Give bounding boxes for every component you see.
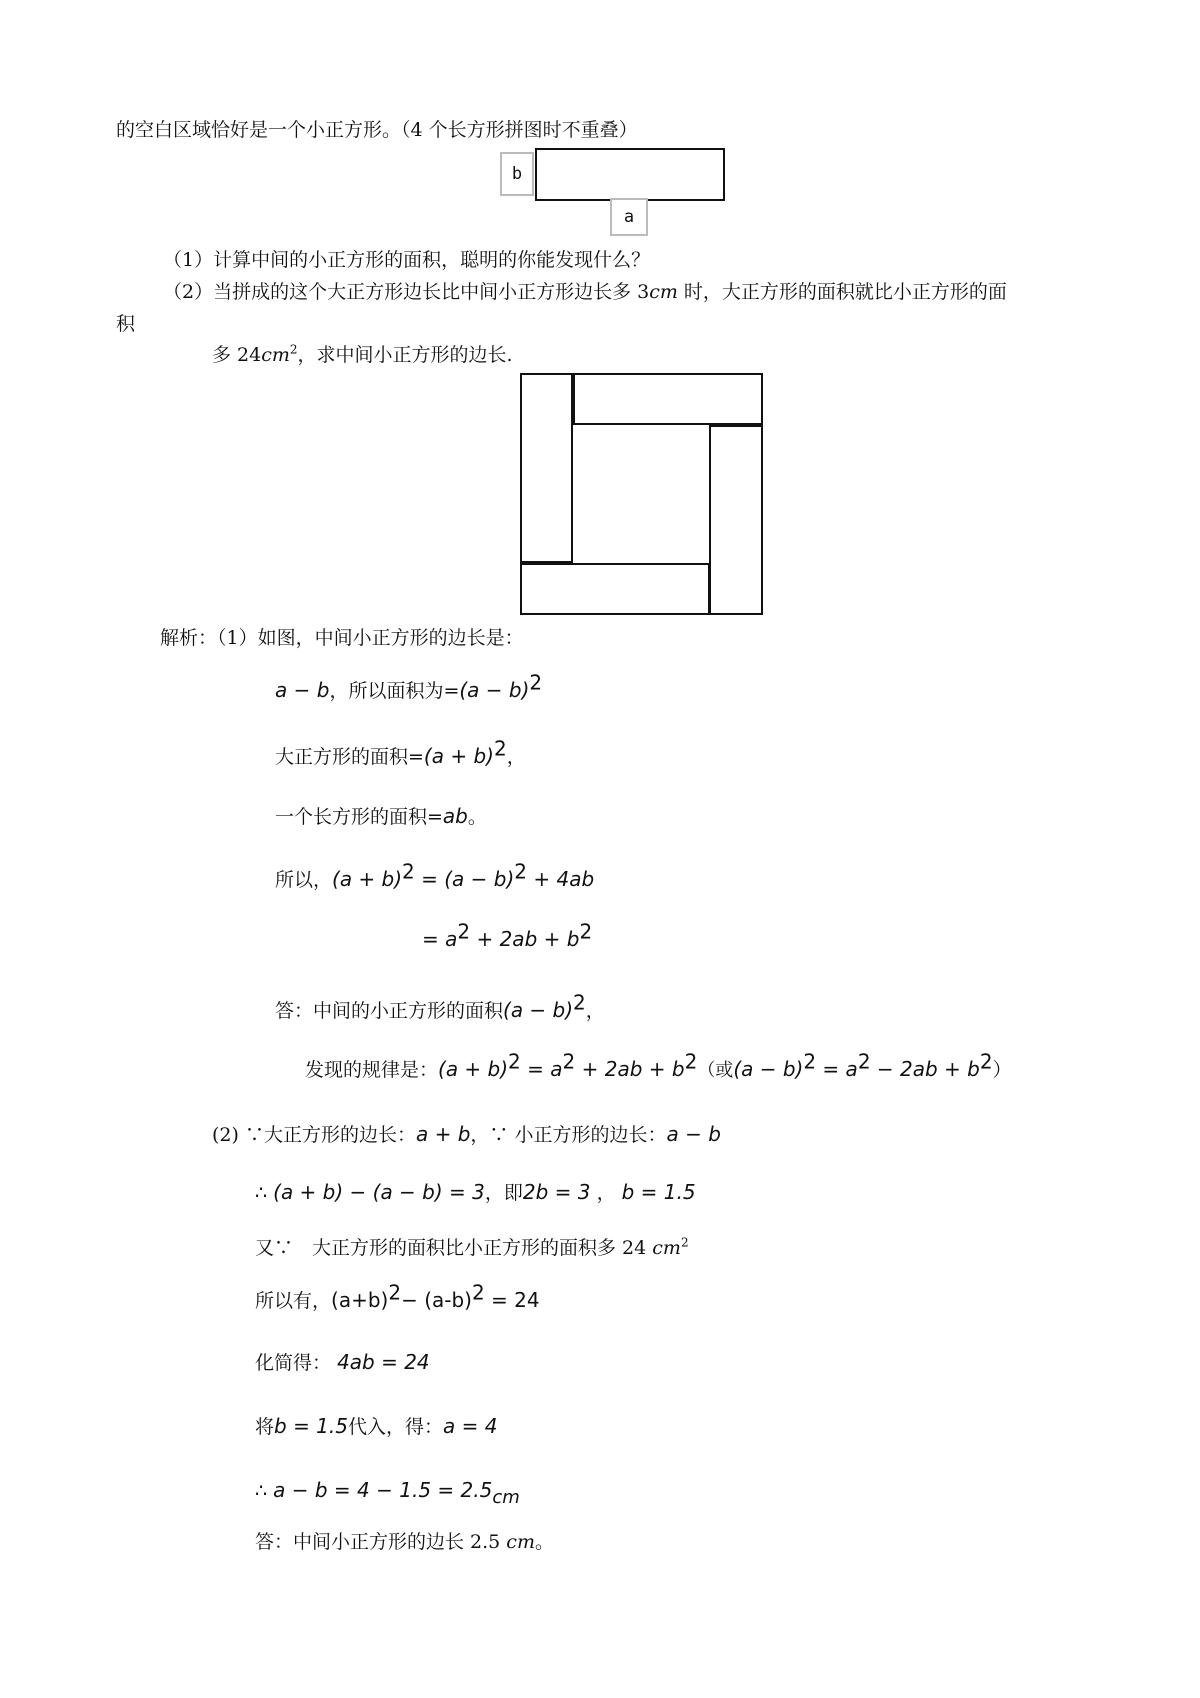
p5-expr-c: = 24: [484, 1288, 540, 1312]
p4-exp: 2: [680, 1235, 689, 1250]
p2-text-a: ∵大正方形的边长：: [244, 1124, 416, 1146]
label-b-box: [500, 152, 534, 196]
p5-expr-a: (a+b): [331, 1288, 389, 1312]
s7-sq-e: 2: [857, 1049, 871, 1074]
p9-tail: 。: [534, 1531, 554, 1553]
p7-text-b: 代入，得：: [348, 1416, 444, 1438]
s1-sq: 2: [529, 670, 543, 695]
p9-text: 答：中间小正方形的边长 2.5: [255, 1531, 507, 1553]
label-a-box: [610, 198, 648, 236]
p3-expr-a: (a + b) − (a − b) = 3: [273, 1180, 485, 1204]
p8-unit: cm: [492, 1487, 520, 1508]
p4-unit: cm: [652, 1237, 681, 1259]
s7-expr-a: (a + b): [438, 1057, 509, 1081]
s1-expr2: (a − b): [459, 678, 530, 702]
solution-line-3: [275, 804, 487, 829]
solution-line-5: [422, 919, 593, 952]
long-rectangle: [535, 148, 725, 201]
s4-expr-a: (a + b): [332, 867, 403, 891]
s3-expr: ab: [442, 804, 468, 828]
p2-text-b: ，∵ 小正方形的边长：: [470, 1124, 667, 1146]
q2-line3-unit: cm: [261, 344, 290, 366]
s7-close: ）: [992, 1059, 1012, 1081]
p5-text: 所以有，: [255, 1290, 332, 1312]
s7-sq-c: 2: [684, 1049, 698, 1074]
p5-sq-a: 2: [388, 1280, 402, 1305]
q2-line3-exp: 2: [289, 342, 298, 357]
s6-expr: (a − b): [503, 998, 574, 1022]
solution-line-1: [275, 670, 543, 703]
s6-sq: 2: [573, 990, 586, 1015]
p5-sq-b: 2: [471, 1280, 485, 1305]
s4-sq-a: 2: [402, 859, 415, 884]
rect-bottom: [520, 563, 710, 615]
solution2-line-1: [212, 1122, 721, 1147]
q2-unit: cm: [649, 281, 678, 303]
p2-expr-a: a + b: [415, 1122, 471, 1146]
question-1: （1）计算中间的小正方形的面积，聪明的你能发现什么？: [163, 249, 651, 271]
label-b: b: [511, 164, 523, 184]
p6-text: 化简得：: [255, 1352, 332, 1374]
solution-line-4: [275, 859, 595, 892]
solution-line-6: [275, 990, 605, 1023]
p7-text-a: 将: [255, 1416, 275, 1438]
rect-right: [709, 425, 763, 615]
s5-sq-b: 2: [579, 919, 593, 944]
q2-text-a: （2）当拼成的这个大正方形边长比中间小正方形边长多 3: [163, 281, 650, 303]
s7-sq-f: 2: [979, 1049, 993, 1074]
p8-therefore: ∴: [255, 1480, 268, 1502]
solution2-line-3: [255, 1236, 689, 1260]
s6-text: 答：中间的小正方形的面积: [275, 1000, 504, 1022]
s3-text: 一个长方形的面积=: [275, 806, 443, 828]
s2-sq: 2: [493, 736, 507, 761]
s7-sq-d: 2: [803, 1049, 817, 1074]
solution2-line-4: [255, 1280, 540, 1313]
intro-text: 的空白区域恰好是一个小正方形。（4 个长方形拼图时不重叠）: [116, 119, 638, 141]
solution-line-2: [275, 736, 526, 769]
s7-sq-b: 2: [562, 1049, 576, 1074]
s7-expr-d: (a − b): [733, 1057, 804, 1081]
s5-sq-a: 2: [457, 919, 471, 944]
s7-or: （或: [697, 1060, 734, 1081]
q2-line3-post: ，求中间小正方形的边长.: [297, 344, 513, 366]
p6-expr: 4ab = 24: [337, 1350, 430, 1374]
s7-expr-e: = a: [816, 1057, 858, 1081]
s1-expr: a − b: [275, 678, 330, 702]
s7-expr-f: − 2ab + b: [870, 1057, 980, 1081]
question-2: [163, 280, 1007, 304]
solution2-line-6: [255, 1414, 497, 1439]
rect-left: [520, 373, 573, 563]
p5-expr-b: − (a-b): [401, 1288, 472, 1312]
s4-expr-c: + 4ab: [527, 867, 595, 891]
s6-tail: ，: [585, 1000, 605, 1022]
p7-expr-a: b = 1.5: [274, 1414, 348, 1438]
p3-text: ，即: [484, 1182, 523, 1204]
s3-tail: 。: [467, 806, 487, 828]
question-2-wrap: 积: [116, 313, 136, 335]
s2-expr: (a + b): [423, 744, 494, 768]
s4-expr-b: = (a − b): [414, 867, 515, 891]
p2-label: (2): [212, 1124, 239, 1146]
p3-expr-c: b = 1.5: [621, 1180, 696, 1204]
p7-expr-b: a = 4: [443, 1414, 498, 1438]
s1-text: ，所以面积为=: [329, 680, 460, 702]
q2-line3-pre: 多 24: [212, 344, 262, 366]
solution-heading: 解析：（1）如图，中间小正方形的边长是：: [160, 627, 524, 649]
s7-sq-a: 2: [508, 1049, 521, 1074]
p2-expr-b: a − b: [666, 1122, 721, 1146]
question-2-line3: [212, 343, 513, 367]
p3-sep: ，: [596, 1182, 616, 1204]
s2-text: 大正方形的面积=: [275, 746, 424, 768]
q2-text-b: 时，大正方形的面积就比小正方形的面: [677, 281, 1007, 303]
p3-expr-b: 2b = 3: [522, 1180, 591, 1204]
s5-expr-b: + 2ab + b: [470, 927, 580, 951]
solution-line-7: [305, 1049, 1012, 1083]
s4-text: 所以，: [275, 869, 333, 891]
s5-expr-a: = a: [422, 927, 458, 951]
label-a: a: [623, 207, 635, 227]
s7-expr-c: + 2ab + b: [575, 1057, 685, 1081]
s2-tail: ，: [506, 746, 526, 768]
p3-therefore: ∴: [255, 1182, 268, 1204]
s7-expr-b: = a: [520, 1057, 563, 1081]
solution2-line-5: [255, 1350, 430, 1375]
s7-text: 发现的规律是：: [305, 1059, 439, 1081]
solution2-line-7: [255, 1478, 520, 1508]
p4-text: 又∵ 大正方形的面积比小正方形的面积多 24: [255, 1237, 653, 1259]
p9-unit: cm: [506, 1531, 535, 1553]
rect-top: [573, 373, 763, 425]
solution2-answer: [255, 1530, 554, 1554]
solution2-line-2: [255, 1180, 696, 1205]
s4-sq-b: 2: [514, 859, 528, 884]
p8-expr: a − b = 4 − 1.5 = 2.5: [273, 1478, 493, 1502]
